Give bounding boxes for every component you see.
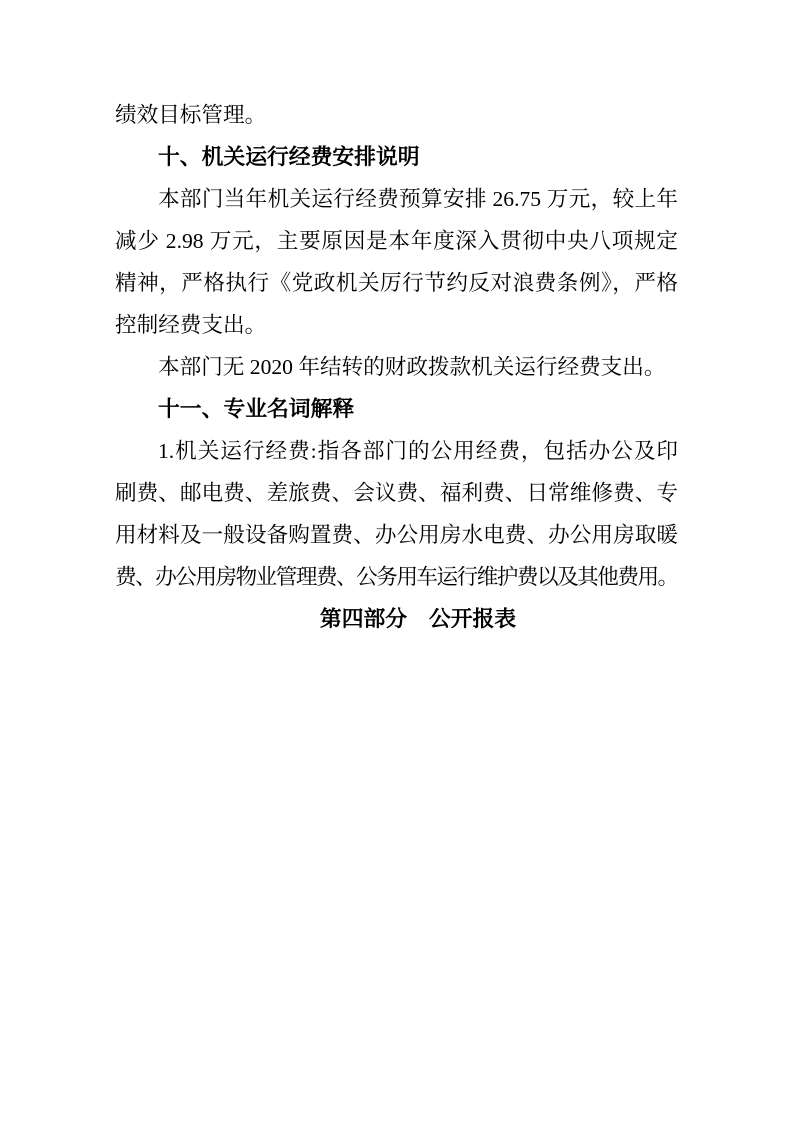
section-heading-ten: 十、机关运行经费安排说明: [158, 144, 420, 169]
section-eleven-paragraph-line: 用材料及一般设备购置费、办公用房水电费、办公用房取暖: [115, 523, 678, 547]
section-heading-eleven: 十一、专业名词解释: [158, 396, 355, 421]
section-ten-paragraph-line: 减少 2.98 万元，主要原因是本年度深入贯彻中央八项规定: [115, 229, 678, 253]
section-ten-paragraph-line: 精神，严格执行《党政机关厉行节约反对浪费条例》，严格: [115, 271, 678, 295]
section-eleven-paragraph-line: 费、办公用房物业管理费、公务用车运行维护费以及其他费用。: [115, 565, 678, 589]
page-content: [115, 94, 678, 640]
section-eleven-paragraph-line: 刷费、邮电费、差旅费、会议费、福利费、日常维修费、专: [115, 481, 678, 505]
part-four-heading: 第四部分 公开报表: [319, 606, 517, 631]
section-ten-paragraph-line: 本部门当年机关运行经费预算安排 26.75 万元，较上年: [158, 187, 678, 211]
continuation-paragraph-line: 绩效目标管理。: [115, 103, 267, 127]
section-ten-paragraph-line: 控制经费支出。: [115, 313, 267, 337]
section-eleven-paragraph-line: 1.机关运行经费:指各部门的公用经费，包括办公及印: [158, 439, 678, 463]
section-ten-paragraph-two: 本部门无 2020 年结转的财政拨款机关运行经费支出。: [158, 355, 666, 379]
